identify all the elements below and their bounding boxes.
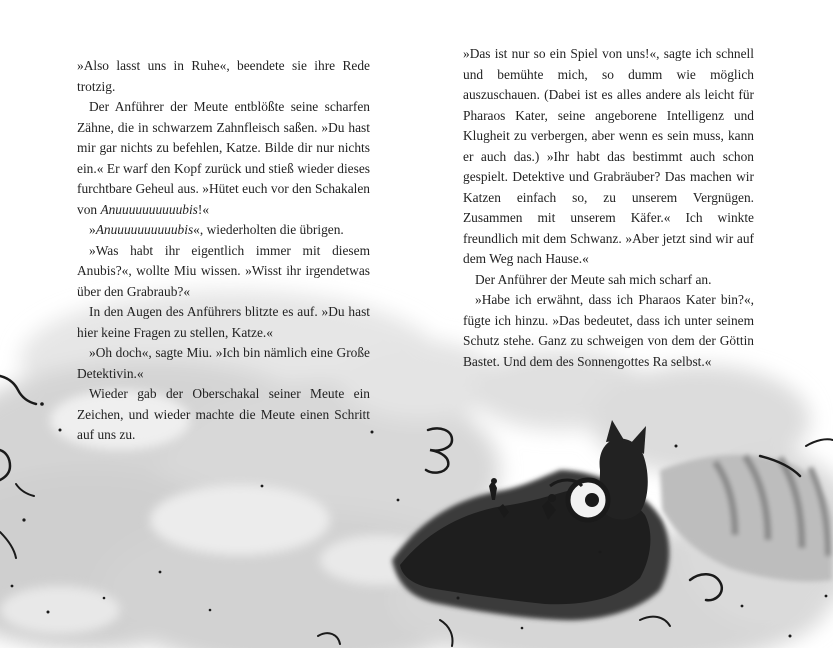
- text-run: »Habe ich erwähnt, dass ich Pharaos Kater bin?«, fügte ich hinzu. »Das bedeutet, dass ich unter seinem Schutz stehe. Ganz zu schweigen von dem der Göttin Bastet. Und dem des Sonnengottes Ra selbst.«: [463, 292, 754, 369]
- paragraph: [77, 343, 370, 384]
- paragraph: [77, 384, 370, 446]
- text-run: !«: [197, 201, 210, 217]
- text-run: »Also lasst uns in Ruhe«, beendete sie ihre Rede trotzig.: [77, 58, 370, 94]
- text-run: Der Anführer der Meute sah mich scharf an.: [475, 271, 712, 287]
- paragraph: [77, 56, 370, 97]
- italic-text: Anuuuuuuuuuubis: [95, 222, 194, 237]
- paragraph: [77, 220, 370, 241]
- paragraph: [77, 97, 370, 220]
- paragraph: [463, 290, 754, 372]
- paragraph: [463, 44, 754, 270]
- text-run: «, wiederholten die übrigen.: [193, 222, 344, 237]
- right-page-text: [463, 44, 754, 372]
- text-run: »Was habt ihr eigentlich immer mit diesem Anubis?«, wollte Miu wissen. »Wisst ihr irgendetwas über den Grabraub?«: [77, 242, 370, 299]
- paragraph: [463, 270, 754, 291]
- text-run: Der Anführer der Meute entblößte seine scharfen Zähne, die in schwarzem Zahnfleisch saßen. »Du hast mir gar nichts zu befehlen, Katze. Bilde dir nur nichts ein.« Er warf den Kopf zurück und stieß wieder dieses furchtbare Geheul aus. »Hütet euch vor den Schakalen von: [77, 99, 370, 217]
- text-run: In den Augen des Anführers blitzte es auf. »Du hast hier keine Fragen zu stellen, Katze.«: [77, 304, 370, 340]
- paragraph: [77, 241, 370, 303]
- italic-text: Anuuuuuuuuuubis: [100, 201, 198, 217]
- text-run: Wieder gab der Oberschakal seiner Meute ein Zeichen, und wieder machte die Meute einen Schritt auf uns zu.: [77, 386, 370, 442]
- paragraph: [77, 302, 370, 343]
- text-run: »Oh doch«, sagte Miu. »Ich bin nämlich eine Große Detektivin.«: [77, 345, 370, 381]
- text-run: »: [89, 222, 96, 237]
- left-page-text: [77, 56, 370, 446]
- text-run: »Das ist nur so ein Spiel von uns!«, sagte ich schnell und bemühte mich, so dumm wie möglich auszuschauen. (Dabei ist es alles andere als leicht für Pharaos Kater, seine angeborene Intelligenz und Klugheit zu verbergen, aber wenn es sein muss, kann er auch das.) »Ihr habt das bestimmt auch schon gespielt. Detektive und Grabräuber? Das machen wir Katzen einfach so, zu unserem Vergnügen. Zusammen mit unserem Käfer.« Ich winkte freundlich mit dem Schwanz. »Aber jetzt sind wir auf dem Weg nach Hause.«: [463, 46, 754, 266]
